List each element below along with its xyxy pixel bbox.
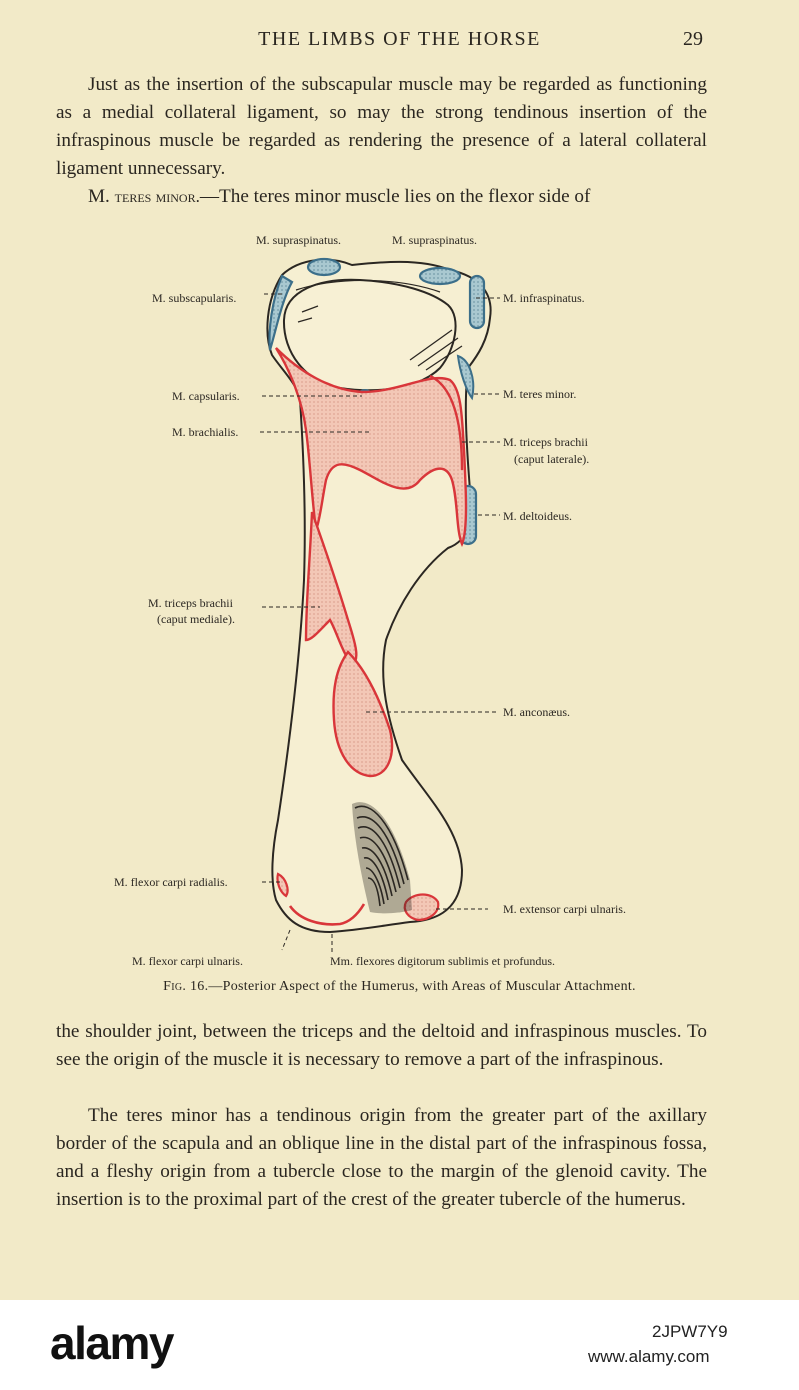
running-header: THE LIMBS OF THE HORSE — [258, 28, 541, 50]
supraspinatus-area-2 — [420, 268, 460, 284]
section-heading-m: M. — [88, 186, 110, 207]
label-infraspinatus: M. infraspinatus. — [503, 291, 585, 305]
watermark-site: www.alamy.com — [588, 1347, 710, 1366]
label-subscapularis: M. subscapularis. — [152, 291, 237, 305]
figure-caption — [0, 979, 799, 995]
label-triceps-lateral-1: M. triceps brachii — [503, 435, 588, 449]
page-number: 29 — [683, 28, 703, 50]
label-teres-minor: M. teres minor. — [503, 387, 577, 401]
figure-caption-text: —Posterior Aspect of the Humerus, with Areas of Muscular Attachment. — [208, 979, 636, 994]
infraspinatus-area — [470, 276, 484, 328]
paragraph-2 — [56, 183, 707, 211]
label-flexor-carpi-radialis: M. flexor carpi radialis. — [114, 875, 228, 889]
label-anconaeus: M. anconæus. — [503, 705, 570, 719]
paragraph-1: Just as the insertion of the subscapular muscle may be regarded as functioning as a medial collateral ligament, so may the strong tendinous insertion of the infraspinous muscle be regarded as rendering the presence of a lateral collateral ligament unnecessary. — [56, 74, 707, 179]
label-supraspinatus-1: M. supraspinatus. — [256, 233, 341, 247]
label-capsularis: M. capsularis. — [172, 389, 240, 403]
label-brachialis: M. brachialis. — [172, 425, 239, 439]
watermark-image-id: 2JPW7Y9 — [652, 1322, 728, 1341]
label-triceps-medial-2: (caput mediale). — [157, 612, 235, 626]
label-triceps-lateral-2: (caput laterale). — [514, 452, 590, 466]
label-triceps-medial-1: M. triceps brachii — [148, 596, 233, 610]
supraspinatus-area-1 — [308, 259, 340, 275]
watermark-logo: alamy — [50, 1317, 173, 1369]
paragraph-2-text: —The teres minor muscle lies on the flexor side of — [199, 186, 591, 207]
section-heading-name: teres minor. — [114, 187, 200, 206]
paragraph-3: the shoulder joint, between the triceps and the deltoid and infraspinous muscles. To see the origin of the muscle it is necessary to remove a part of the infraspinous. — [56, 1021, 707, 1070]
label-supraspinatus-2: M. supraspinatus. — [392, 233, 477, 247]
label-extensor-carpi-ulnaris: M. extensor carpi ulnaris. — [503, 902, 626, 916]
label-deltoideus: M. deltoideus. — [503, 509, 572, 523]
label-flexores-digitorum: Mm. flexores digitorum sublimis et profundus. — [330, 954, 555, 968]
humerus-figure — [0, 220, 799, 1000]
figure-number: Fig. 16. — [163, 979, 209, 994]
paragraph-4: The teres minor has a tendinous origin from the greater part of the axillary border of the scapula and an oblique line in the distal part of the infraspinous fossa, and a fleshy origin from a tubercle close to the margin of the glenoid cavity. The insertion is to the proximal part of the crest of the greater tubercle of the humerus. — [56, 1105, 707, 1210]
label-flexor-carpi-ulnaris: M. flexor carpi ulnaris. — [132, 954, 243, 968]
